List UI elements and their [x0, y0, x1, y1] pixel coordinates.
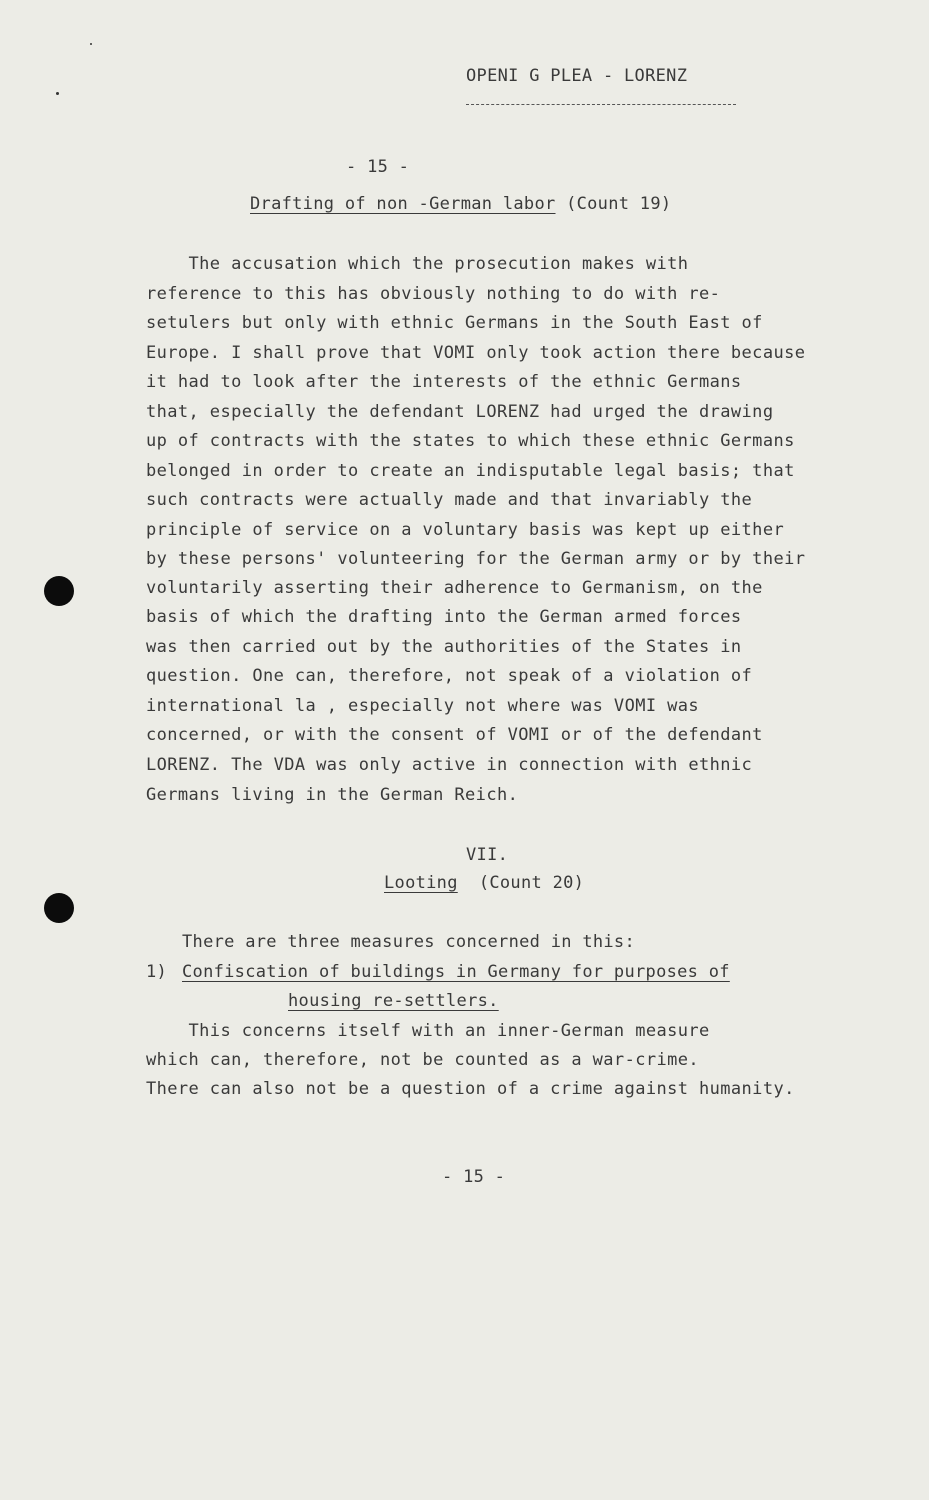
- body-line: principle of service on a voluntary basis was kept up either: [146, 520, 785, 540]
- list-item-1-title-cont: housing re-settlers.: [288, 991, 499, 1011]
- body-line: voluntarily asserting their adherence to Germanism, on the: [146, 578, 763, 598]
- punch-hole-upper: [44, 576, 74, 606]
- list-item-1-number: 1): [146, 962, 168, 982]
- body-line: which can, therefore, not be counted as a war-crime.: [146, 1050, 700, 1070]
- section-heading-underlined: Drafting of non -German labor: [250, 194, 556, 214]
- body-line: Europe. I shall prove that VOMI only took action there because: [146, 343, 806, 363]
- section-heading-looting: [384, 873, 584, 893]
- section-heading-count: (Count 20): [478, 873, 585, 893]
- body-line: international la , especially not where was VOMI was: [146, 696, 700, 716]
- body-line: LORENZ. The VDA was only active in connection with ethnic: [146, 755, 753, 775]
- section-heading-count: (Count 19): [566, 194, 672, 214]
- body-line: concerned, or with the consent of VOMI or of the defendant: [146, 725, 763, 745]
- body-line: it had to look after the interests of the ethnic Germans: [146, 372, 742, 392]
- section-heading-underlined: Looting: [384, 873, 458, 893]
- paper-speck: [90, 43, 92, 45]
- punch-hole-lower: [44, 893, 74, 923]
- body-line: that, especially the defendant LORENZ had urged the drawing: [146, 402, 774, 422]
- body-line: Germans living in the German Reich.: [146, 785, 519, 805]
- body-line: There can also not be a question of a crime against humanity.: [146, 1079, 795, 1099]
- section-heading-drafting: [250, 194, 671, 214]
- body-line: setulers but only with ethnic Germans in the South East of: [146, 313, 763, 333]
- page-number-top: - 15 -: [346, 157, 410, 177]
- section-numeral: VII.: [466, 845, 509, 865]
- body-line: basis of which the drafting into the German armed forces: [146, 607, 742, 627]
- header-rule: [466, 104, 736, 105]
- body-line: by these persons' volunteering for the German army or by their: [146, 549, 806, 569]
- body-line: such contracts were actually made and that invariably the: [146, 490, 753, 510]
- measures-intro: There are three measures concerned in this:: [182, 932, 635, 952]
- body-line: question. One can, therefore, not speak of a violation of: [146, 666, 753, 686]
- paper-speck: [56, 92, 59, 95]
- body-line: belonged in order to create an indisputable legal basis; that: [146, 461, 795, 481]
- body-line: was then carried out by the authorities of the States in: [146, 637, 742, 657]
- page-number-bottom: - 15 -: [442, 1167, 506, 1187]
- body-line: This concerns itself with an inner-German measure: [146, 1021, 710, 1041]
- body-line: The accusation which the prosecution makes with: [146, 254, 689, 274]
- body-line: reference to this has obviously nothing to do with re-: [146, 284, 721, 304]
- document-header-title: OPENI G PLEA - LORENZ: [466, 66, 688, 86]
- list-item-1-title: Confiscation of buildings in Germany for purposes of: [182, 962, 730, 982]
- body-line: up of contracts with the states to which these ethnic Germans: [146, 431, 795, 451]
